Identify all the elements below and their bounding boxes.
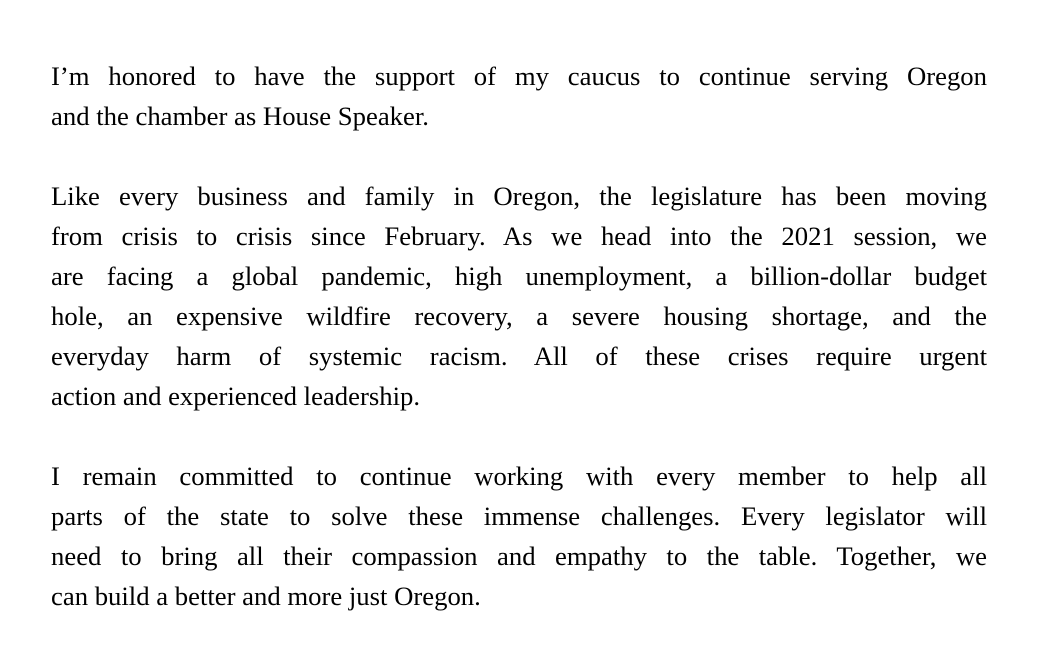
text-line: I’m honored to have the support of my caucus to continue serving Oregon (51, 61, 987, 91)
text-line: action and experienced leadership. (51, 381, 420, 411)
text-line: hole, an expensive wildfire recovery, a severe housing shortage, and the (51, 301, 987, 331)
text-line: are facing a global pandemic, high unemployment, a billion-dollar budget (51, 261, 987, 291)
paragraph-2 (51, 176, 987, 416)
text-line: I remain committed to continue working with every member to help all (51, 461, 987, 491)
text-line: and the chamber as House Speaker. (51, 101, 429, 131)
text-line: Like every business and family in Oregon, the legislature has been moving (51, 181, 987, 211)
paragraph-1 (51, 56, 987, 136)
text-line: parts of the state to solve these immense challenges. Every legislator will (51, 501, 987, 531)
text-line: from crisis to crisis since February. As we head into the 2021 session, we (51, 221, 987, 251)
text-line: need to bring all their compassion and empathy to the table. Together, we (51, 541, 987, 571)
text-line: can build a better and more just Oregon. (51, 581, 481, 611)
text-line: everyday harm of systemic racism. All of these crises require urgent (51, 341, 987, 371)
statement-document (51, 56, 987, 616)
paragraph-3 (51, 456, 987, 616)
